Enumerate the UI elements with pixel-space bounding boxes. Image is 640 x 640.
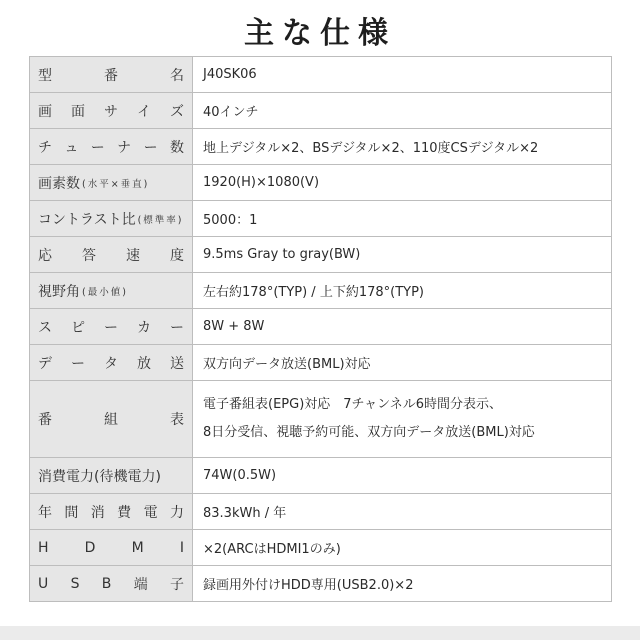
label-char: 子 (170, 576, 184, 593)
table-row (30, 309, 612, 345)
row-value: 1920(H)×1080(V) (193, 165, 612, 201)
label-char: 番 (38, 412, 52, 428)
row-label (30, 201, 193, 237)
label-char: 放 (137, 355, 151, 372)
label-char: H (38, 539, 49, 556)
label-char: 年 (38, 504, 52, 521)
row-label (30, 165, 193, 201)
label-char: 画 (38, 103, 52, 120)
label-char: サ (104, 103, 118, 120)
label-char: 組 (104, 412, 118, 428)
row-value: 録画用外付けHDD専用(USB2.0)×2 (193, 566, 612, 602)
row-value: 40インチ (193, 93, 612, 129)
table-row (30, 93, 612, 129)
label-char: 名 (170, 67, 184, 84)
label-char: 速 (126, 247, 140, 264)
row-label (30, 273, 193, 309)
value-line: 8日分受信、視聴予約可能、双方向データ放送(BML)対応 (203, 425, 535, 440)
label-note: (標準率) (137, 214, 184, 226)
table-row (30, 566, 612, 602)
label-main: 画素数 (38, 175, 80, 192)
row-label (30, 237, 193, 273)
label-char: ズ (170, 103, 184, 120)
label-char: 消 (90, 504, 105, 521)
label-char: U (38, 575, 49, 592)
row-value: 5000：1 (193, 201, 612, 237)
label-char: 数 (169, 139, 184, 156)
label-char: チ (38, 139, 52, 156)
row-label (30, 381, 193, 458)
label-char: 端 (133, 576, 148, 593)
label-char: 答 (82, 247, 96, 264)
table-row (30, 345, 612, 381)
row-label (30, 458, 193, 494)
row-label (30, 309, 193, 345)
label-char: 送 (170, 355, 184, 372)
row-value: 地上デジタル×2、BSデジタル×2、110度CSデジタル×2 (193, 129, 612, 165)
page-title: 主な仕様 (244, 16, 396, 51)
row-value: 双方向データ放送(BML)対応 (193, 345, 612, 381)
row-label (30, 345, 193, 381)
label-char: ー (90, 139, 105, 156)
table-row (30, 129, 612, 165)
label-char: D (84, 539, 96, 556)
label-note: (水平×垂直) (82, 178, 150, 190)
label-main: 消費電力(待機電力) (38, 468, 161, 485)
row-label (30, 93, 193, 129)
label-char: 間 (64, 504, 79, 521)
row-label (30, 494, 193, 530)
label-char: 番 (104, 67, 118, 84)
table-row (30, 57, 612, 93)
row-label (30, 129, 193, 165)
label-char: 応 (38, 247, 52, 264)
label-char: I (179, 539, 184, 556)
row-value: 9.5ms Gray to gray(BW) (193, 237, 612, 273)
label-char: イ (137, 103, 151, 120)
table-row (30, 237, 612, 273)
table-row (30, 381, 612, 458)
row-value: ×2(ARCはHDMI1のみ) (193, 530, 612, 566)
label-char: ー (104, 319, 118, 336)
label-char: 面 (71, 103, 85, 120)
label-char: S (70, 575, 80, 592)
bottom-band (0, 626, 640, 640)
label-char: 度 (170, 247, 184, 264)
spec-table (29, 56, 612, 602)
label-char: 電 (143, 504, 158, 521)
label-main: コントラスト比 (38, 211, 136, 228)
table-row (30, 494, 612, 530)
row-value: 8W + 8W (193, 309, 612, 345)
row-value: 74W(0.5W) (193, 458, 612, 494)
label-char: デ (38, 355, 52, 372)
label-char: タ (104, 355, 118, 372)
label-char: 費 (117, 504, 132, 521)
table-row (30, 273, 612, 309)
table-row (30, 530, 612, 566)
row-label (30, 566, 193, 602)
table-row (30, 165, 612, 201)
label-char: ー (143, 139, 158, 156)
row-value (193, 381, 612, 458)
label-char: ナ (117, 139, 132, 156)
row-value: J40SK06 (193, 57, 612, 93)
label-main: 視野角 (38, 283, 80, 300)
value-line: 電子番組表(EPG)対応 7チャンネル6時間分表示、 (203, 397, 503, 412)
row-value: 左右約178°(TYP) / 上下約178°(TYP) (193, 273, 612, 309)
label-char: ス (38, 319, 52, 336)
label-char: B (101, 575, 112, 592)
label-char: 型 (38, 67, 52, 84)
row-label (30, 57, 193, 93)
row-value: 83.3kWh / 年 (193, 494, 612, 530)
label-char: ピ (71, 319, 85, 336)
label-char: 力 (169, 504, 184, 521)
label-char: ー (170, 319, 184, 336)
table-row (30, 201, 612, 237)
label-note: (最小値) (82, 286, 128, 298)
label-char: ュ (64, 139, 79, 156)
label-char: M (131, 539, 144, 556)
table-row (30, 458, 612, 494)
row-label (30, 530, 193, 566)
label-char: 表 (170, 412, 184, 428)
label-char: ー (71, 355, 85, 372)
label-char: カ (137, 319, 151, 336)
